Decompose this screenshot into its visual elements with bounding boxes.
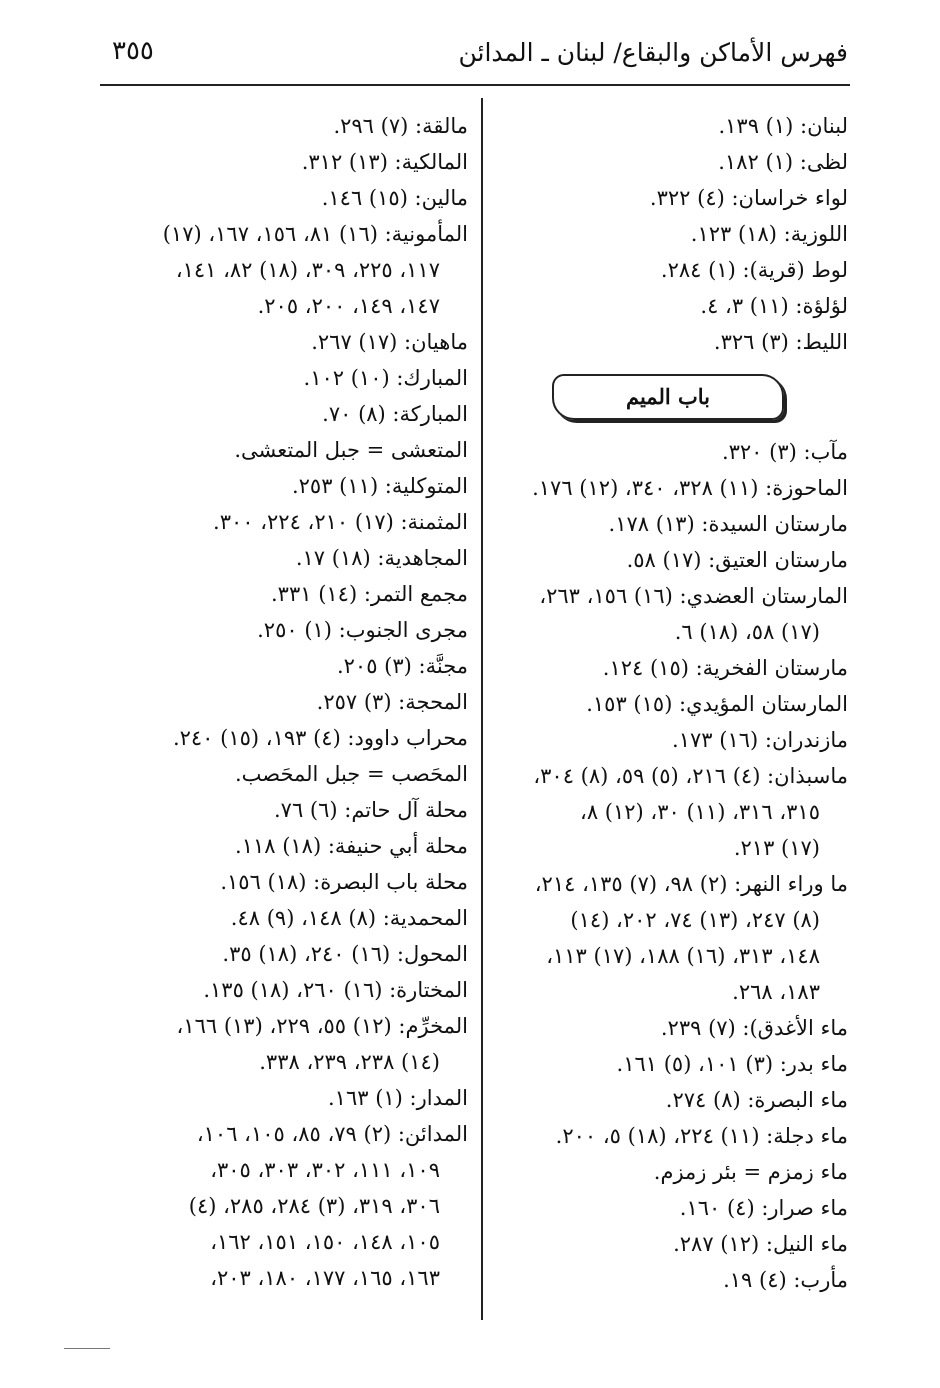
entry-continuation-line: (١٧) ٢١٣. — [733, 836, 820, 860]
entry-continuation-line: ١٤٨، ٣١٣، (١٦) ١٨٨، (١٧) ١١٣، — [546, 944, 820, 968]
right-entries-after — [488, 434, 848, 1298]
entry-line: المباركة: (٨) ٧٠. — [322, 402, 468, 426]
entry-line: المحَصب = جبل المحَصب. — [234, 762, 468, 786]
index-entry — [488, 1082, 848, 1118]
index-entry — [108, 756, 468, 792]
index-entry — [108, 216, 468, 324]
entry-line: ماسبذان: (٤) ٢١٦، (٥) ٥٩، (٨) ٣٠٤، — [533, 764, 848, 788]
entry-line: محلة باب البصرة: (١٨) ١٥٦. — [220, 870, 468, 894]
entry-line: المارستان المؤيدي: (١٥) ١٥٣. — [586, 692, 848, 716]
index-entry — [488, 470, 848, 506]
index-entry — [108, 792, 468, 828]
index-entry — [488, 1154, 848, 1190]
entry-line: مارستان العتيق: (١٧) ٥٨. — [626, 548, 848, 572]
index-entry — [108, 1116, 468, 1296]
entry-line: ما وراء النهر: (٢) ٩٨، (٧) ١٣٥، ٢١٤، — [534, 872, 848, 896]
entry-continuation-line: (٨) ٢٤٧، (١٣) ٧٤، ٢٠٢، (١٤) — [570, 908, 820, 932]
index-entry — [488, 650, 848, 686]
entry-line: ماء بدر: (٣) ١٠١، (٥) ١٦١. — [616, 1052, 848, 1076]
index-entry — [488, 1190, 848, 1226]
index-entry — [488, 324, 848, 360]
index-entry — [488, 108, 848, 144]
index-entry — [108, 612, 468, 648]
entry-line: لواء خراسان: (٤) ٣٢٢. — [649, 186, 848, 210]
index-entry — [488, 434, 848, 470]
entry-line: ماهيان: (١٧) ٢٦٧. — [311, 330, 468, 354]
index-entry — [108, 1008, 468, 1080]
entry-line: محلة أبي حنيفة: (١٨) ١١٨. — [235, 834, 468, 858]
entry-line: المبارك: (١٠) ١٠٢. — [303, 366, 468, 390]
entry-line: مآب: (٣) ٣٢٠. — [721, 440, 848, 464]
index-entry — [108, 576, 468, 612]
index-entry — [488, 180, 848, 216]
entry-line: المخرِّم: (١٢) ٥٥، ٢٢٩، (١٣) ١٦٦، — [176, 1014, 468, 1038]
entry-line: المتعشى = جبل المتعشى. — [234, 438, 468, 462]
entry-continuation-line: ١٤٧، ١٤٩، ٢٠٠، ٢٠٥. — [257, 294, 440, 318]
entry-line: لؤلؤة: (١١) ٣، ٤. — [700, 294, 848, 318]
right-entries-before — [488, 108, 848, 360]
index-entry — [108, 1080, 468, 1116]
entry-continuation-line: ١٠٥، ١٤٨، ١٥٠، ١٥١، ١٦٢، — [210, 1230, 440, 1254]
index-entry — [108, 936, 468, 972]
index-entry — [108, 684, 468, 720]
entry-line: محلة آل حاتم: (٦) ٧٦. — [273, 798, 468, 822]
column-divider — [481, 98, 483, 1320]
entry-line: مجمع التمر: (١٤) ٣٣١. — [270, 582, 468, 606]
index-entry — [488, 506, 848, 542]
scan-mark — [64, 1348, 110, 1349]
index-entry — [488, 216, 848, 252]
entry-line: مجرى الجنوب: (١) ٢٥٠. — [257, 618, 468, 642]
index-entry — [488, 1118, 848, 1154]
index-entry — [488, 1046, 848, 1082]
index-entry — [108, 360, 468, 396]
index-entry — [488, 758, 848, 866]
index-entry — [488, 578, 848, 650]
index-entry — [488, 722, 848, 758]
entry-line: ماء دجلة: (١١) ٢٢٤، (١٨) ٥، ٢٠٠. — [555, 1124, 848, 1148]
entry-line: مجنَّة: (٣) ٢٠٥. — [336, 654, 468, 678]
entry-line: المدار: (١) ١٦٣. — [327, 1086, 468, 1110]
index-entry — [108, 180, 468, 216]
entry-line: المالكية: (١٣) ٣١٢. — [301, 150, 468, 174]
entry-line: المختارة: (١٦) ٢٦٠، (١٨) ١٣٥. — [203, 978, 468, 1002]
entry-line: المحول: (١٦) ٢٤٠، (١٨) ٣٥. — [222, 942, 468, 966]
entry-line: مأرب: (٤) ١٩. — [723, 1268, 848, 1292]
index-entry — [488, 252, 848, 288]
index-entry — [108, 540, 468, 576]
index-entry — [108, 828, 468, 864]
entry-line: ماء صرار: (٤) ١٦٠. — [679, 1196, 848, 1220]
running-title: فهرس الأماكن والبقاع/ لبنان ـ المدائن — [458, 38, 848, 67]
index-entry — [108, 900, 468, 936]
entry-line: لوط (قرية): (١) ٢٨٤. — [660, 258, 848, 282]
entry-line: المتوكلية: (١١) ٢٥٣. — [291, 474, 468, 498]
entry-continuation-line: ٣٠٦، ٣١٩، (٣) ٢٨٤، ٢٨٥، (٤) — [188, 1194, 440, 1218]
entry-line: اللوزية: (١٨) ١٢٣. — [690, 222, 848, 246]
entry-line: ماء الأغدق): (٧) ٢٣٩. — [660, 1016, 848, 1040]
entry-line: لبنان: (١) ١٣٩. — [718, 114, 848, 138]
index-entry — [488, 288, 848, 324]
entry-line: مارستان السيدة: (١٣) ١٧٨. — [608, 512, 848, 536]
index-entry — [488, 1010, 848, 1046]
right-column — [488, 108, 848, 1298]
index-entry — [108, 324, 468, 360]
entry-continuation-line: ١٦٣، ١٦٥، ١٧٧، ١٨٠، ٢٠٣، — [210, 1266, 440, 1290]
entry-line: مارستان الفخرية: (١٥) ١٢٤. — [602, 656, 848, 680]
entry-continuation-line: ٣١٥، ٣١٦، (١١) ٣٠، (١٢) ٨، — [580, 800, 820, 824]
index-entry — [488, 1226, 848, 1262]
left-column — [108, 108, 468, 1296]
index-entry — [108, 504, 468, 540]
entry-line: المحجة: (٣) ٢٥٧. — [316, 690, 468, 714]
entry-line: مالين: (١٥) ١٤٦. — [321, 186, 468, 210]
index-entry — [108, 648, 468, 684]
entry-line: ماء زمزم = بئر زمزم. — [653, 1160, 848, 1184]
entry-continuation-line: (١٤) ٢٣٨، ٢٣٩، ٣٣٨. — [259, 1050, 440, 1074]
index-entry — [488, 686, 848, 722]
entry-line: المجاهدية: (١٨) ١٧. — [295, 546, 468, 570]
left-entries — [108, 108, 468, 1296]
entry-continuation-line: (١٧) ٥٨، (١٨) ٦. — [674, 620, 820, 644]
entry-line: المحمدية: (٨) ١٤٨، (٩) ٤٨. — [230, 906, 468, 930]
entry-line: ماء البصرة: (٨) ٢٧٤. — [665, 1088, 848, 1112]
index-entry — [488, 1262, 848, 1298]
index-entry — [108, 972, 468, 1008]
index-entry — [108, 144, 468, 180]
entry-line: المثمنة: (١٧) ٢١٠، ٢٢٤، ٣٠٠. — [213, 510, 468, 534]
entry-line: المارستان العضدي: (١٦) ١٥٦، ٢٦٣، — [539, 584, 848, 608]
index-entry — [488, 144, 848, 180]
entry-line: ماء النيل: (١٢) ٢٨٧. — [673, 1232, 848, 1256]
entry-line: الماحوزة: (١١) ٣٢٨، ٣٤٠، (١٢) ١٧٦. — [532, 476, 848, 500]
entry-continuation-line: ١٨٣، ٢٦٨. — [732, 980, 820, 1004]
index-entry — [108, 432, 468, 468]
entry-line: محراب داوود: (٤) ١٩٣، (١٥) ٢٤٠. — [172, 726, 468, 750]
index-entry — [488, 866, 848, 1010]
index-entry — [488, 542, 848, 578]
section-heading-bab-al-mim: باب الميم — [552, 374, 784, 420]
entry-line: لظى: (١) ١٨٢. — [718, 150, 848, 174]
entry-continuation-line: ١٠٩، ١١١، ٣٠٢، ٣٠٣، ٣٠٥، — [210, 1158, 440, 1182]
entry-line: مازندران: (١٦) ١٧٣. — [672, 728, 848, 752]
page-number: ٣٥٥ — [112, 36, 154, 66]
entry-line: مالقة: (٧) ٢٩٦. — [333, 114, 468, 138]
entry-line: المدائن: (٢) ٧٩، ٨٥، ١٠٥، ١٠٦، — [196, 1122, 468, 1146]
index-entry — [108, 864, 468, 900]
entry-line: المأمونية: (١٦) ٨١، ١٥٦، ١٦٧، (١٧) — [162, 222, 468, 246]
index-entry — [108, 108, 468, 144]
index-entry — [108, 468, 468, 504]
index-entry — [108, 396, 468, 432]
entry-continuation-line: ١١٧، ٢٢٥، ٣٠٩، (١٨) ٨٢، ١٤١، — [175, 258, 440, 282]
entry-line: الليط: (٣) ٣٢٦. — [713, 330, 848, 354]
index-entry — [108, 720, 468, 756]
header-rule — [100, 84, 850, 86]
